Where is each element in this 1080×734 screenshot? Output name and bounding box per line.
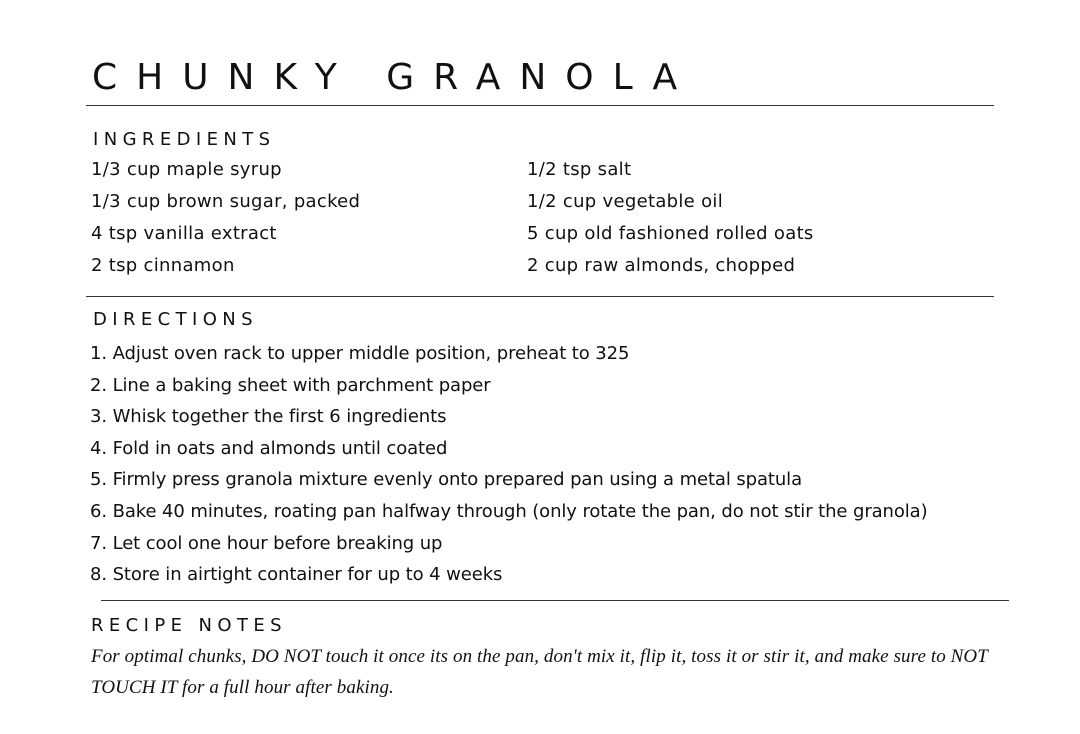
direction-step: 5. Firmly press granola mixture evenly onto prepared pan using a metal spatula	[90, 469, 803, 491]
ingredient-item: 4 tsp vanilla extract	[91, 223, 277, 244]
direction-step: 6. Bake 40 minutes, roating pan halfway through (only rotate the pan, do not stir the granola)	[90, 500, 928, 522]
ingredient-item: 1/3 cup brown sugar, packed	[91, 191, 361, 212]
ingredient-item: 1/2 cup vegetable oil	[527, 191, 723, 212]
ingredient-item: 2 cup raw almonds, chopped	[527, 255, 796, 276]
ingredient-item: 1/2 tsp salt	[527, 159, 632, 180]
recipe-notes-text: For optimal chunks, DO NOT touch it once its on the pan, don't mix it, flip it, toss it or stir it, and make sure to NOT TOUCH IT for a full hour after baking.	[91, 646, 988, 698]
directions-list	[90, 338, 928, 591]
title-divider	[86, 105, 994, 106]
direction-step: 4. Fold in oats and almonds until coated	[90, 437, 448, 459]
direction-step: 8. Store in airtight container for up to 4 weeks	[90, 564, 503, 586]
ingredient-item: 5 cup old fashioned rolled oats	[527, 223, 814, 244]
direction-step: 2. Line a baking sheet with parchment paper	[90, 374, 491, 396]
ingredient-item: 2 tsp cinnamon	[91, 255, 235, 276]
ingredients-divider	[86, 296, 994, 297]
direction-step: 3. Whisk together the first 6 ingredients	[90, 406, 447, 428]
direction-step: 7. Let cool one hour before breaking up	[90, 532, 443, 554]
ingredients-heading: INGREDIENTS	[93, 129, 276, 150]
ingredients-list-left	[91, 154, 360, 282]
recipe-title: CHUNKY GRANOLA	[92, 57, 697, 98]
recipe-notes-heading: RECIPE NOTES	[91, 615, 287, 636]
direction-step: 1. Adjust oven rack to upper middle position, preheat to 325	[90, 343, 630, 364]
directions-divider	[101, 600, 1009, 601]
ingredients-list-right	[527, 154, 814, 282]
ingredient-item: 1/3 cup maple syrup	[91, 159, 282, 180]
directions-heading: DIRECTIONS	[93, 309, 258, 330]
